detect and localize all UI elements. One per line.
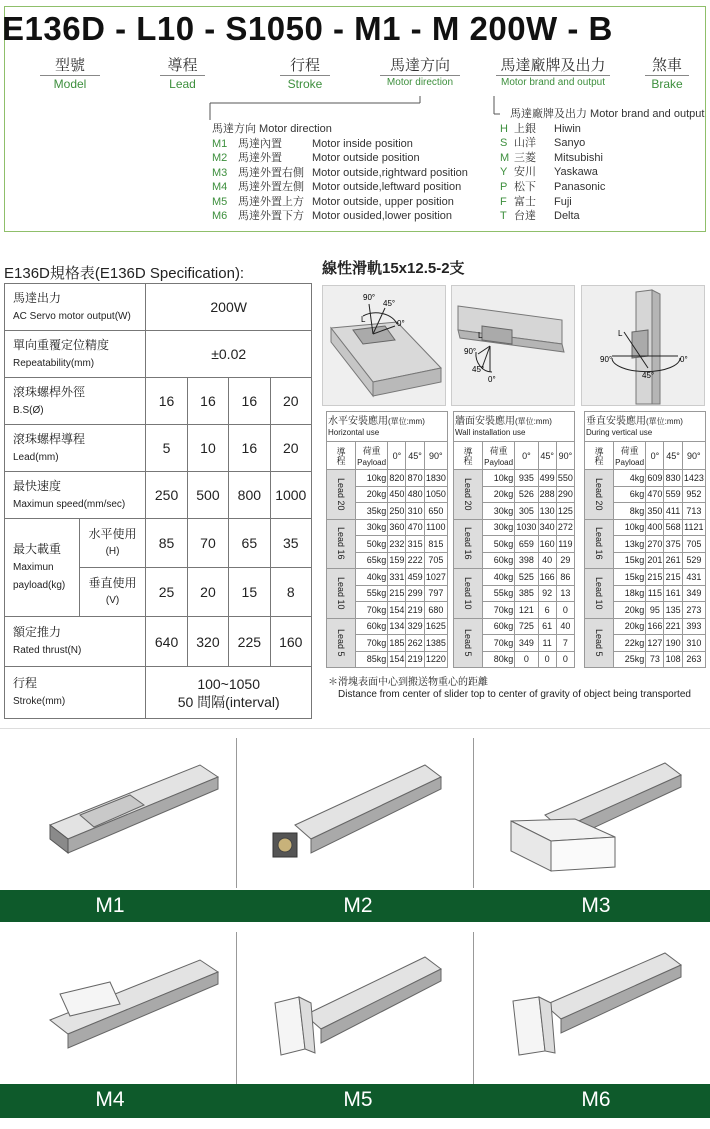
table-row: Lead 20 4kg 609 830 1423 [585, 470, 706, 487]
vertical-mount-diagram [581, 285, 705, 406]
payload-table-2: 垂直安裝應用(單位:mm) During vertical use 導程 荷重 Payload 0° 45° 90° Lead 20 4kg 609 830 1423 6kg 470 559 952 8kg 350 411 713 Lead 16 10kg 400 568 1121 13kg 270 375 705 15kg 201 261 529 Lead 10 15kg 215 215 431 18kg 115 161 349 20kg 95 135 273 Lead 5 20kg 166 221 393 22kg 127 190 310 25kg 73 108 263 [584, 411, 706, 668]
svg-text:L: L [361, 315, 366, 324]
spec-title: E136D規格表(E136D Specification): [4, 265, 245, 282]
svg-text:L: L [478, 331, 483, 340]
table-row: 85kg 154 219 1220 [327, 651, 448, 668]
m3-actuator-image [505, 755, 685, 875]
table-row: 55kg 385 92 13 [454, 585, 575, 602]
distance-note: ＊滑塊表面中心到搬送物重心的距離 Distance from center of slider top to center of gravity of object being transported [328, 677, 691, 700]
table-row: 22kg 127 190 310 [585, 635, 706, 652]
model-label-band [0, 890, 710, 922]
motor-direction-item: M4 馬達外置左側 Motor outside,leftward position [212, 181, 462, 193]
model-label-m5: M5 [343, 1088, 373, 1111]
table-row: Lead 10 15kg 215 215 431 [585, 569, 706, 586]
spec-row-stroke: 行程 Stroke(mm) 100~1050 50 間隔(interval) [5, 667, 312, 719]
segment-stroke: 行程 Stroke [280, 54, 330, 91]
table-row: 13kg 270 375 705 [585, 536, 706, 553]
segment-motor-direction: 馬達方向 Motor direction [380, 54, 460, 88]
motor-direction-item: M5 馬達外置上方 Motor outside, upper position [212, 195, 454, 208]
table-row: 50kg 659 160 119 [454, 536, 575, 553]
spec-row-motor: 馬達出力 AC Servo motor output(W) 200W [5, 284, 312, 331]
motor-brand-list [498, 107, 704, 224]
spec-row-thrust: 額定推力 Rated thrust(N) 640 320 225 160 [5, 617, 312, 667]
rail-title: 線性滑軌15x12.5-2支 [322, 260, 465, 277]
divider [473, 738, 474, 888]
segment-model: 型號 Model [40, 54, 100, 91]
segment-brake: 煞車 Brake [645, 54, 689, 91]
payload-table-0: 水平安裝應用(單位:mm) Horizontal use 導程 荷重 Payload 0° 45° 90° Lead 20 10kg 820 870 1830 20kg 450 480 1050 35kg 250 310 650 Lead 16 30kg 360 470 1100 50kg 232 315 815 65kg 159 222 705 Lead 10 40kg 331 459 1027 55kg 215 299 797 70kg 154 219 680 Lead 5 60kg 134 329 1625 70kg 185 262 1385 85kg 154 219 1220 [326, 411, 448, 668]
table-row: 80kg 0 0 0 [454, 651, 575, 668]
motor-brand-item: T 台達 Delta [500, 210, 580, 223]
segment-lead: 導程 Lead [160, 54, 205, 91]
wall-mount-diagram [451, 285, 575, 406]
model-label-band [0, 1084, 710, 1118]
spec-row-speed: 最快速度 Maximun speed(mm/sec) 250 500 800 1000 [5, 472, 312, 519]
table-row: Lead 5 60kg 725 61 40 [454, 618, 575, 635]
table-row: 18kg 115 161 349 [585, 585, 706, 602]
svg-text:0°: 0° [680, 355, 688, 364]
table-row: 30kg 305 130 125 [454, 503, 575, 520]
divider [236, 738, 237, 888]
table-row: 70kg 121 6 0 [454, 602, 575, 619]
svg-text:90°: 90° [363, 293, 376, 302]
spec-row-repeatability: 單向重覆定位精度 Repeatability(mm) ±0.02 [5, 331, 312, 378]
divider [473, 932, 474, 1084]
m4-actuator-image [40, 950, 220, 1060]
spec-row-payload-h: 最大載重 Maximun payload(kg) 水平使用 (H) 85 70 65 35 [5, 519, 312, 568]
motor-brand-item: S 山洋 Sanyo [500, 137, 586, 150]
svg-text:L: L [618, 329, 623, 338]
svg-text:45°: 45° [472, 365, 485, 374]
m5-actuator-image [265, 945, 445, 1065]
table-row: 70kg 154 219 680 [327, 602, 448, 619]
table-row: 25kg 73 108 263 [585, 651, 706, 668]
motor-brand-item: Y 安川 Yaskawa [500, 166, 598, 179]
svg-text:0°: 0° [488, 375, 496, 384]
table-row: 70kg 349 11 7 [454, 635, 575, 652]
table-row: 15kg 201 261 529 [585, 552, 706, 569]
motor-direction-title: 馬達方向 Motor direction [212, 123, 332, 135]
motor-brand-item: F 富士 Fuji [500, 195, 572, 208]
model-label-m1: M1 [95, 894, 125, 917]
spec-row-payload-v: 垂直使用 (V) 25 20 15 8 [5, 568, 312, 617]
table-row: Lead 5 20kg 166 221 393 [585, 618, 706, 635]
table-row: 20kg 95 135 273 [585, 602, 706, 619]
divider [0, 728, 710, 729]
table-row: 65kg 159 222 705 [327, 552, 448, 569]
table-row: 20kg 526 288 290 [454, 486, 575, 503]
horizontal-mount-diagram [322, 285, 446, 406]
model-label-m2: M2 [343, 894, 373, 917]
svg-text:90°: 90° [600, 355, 613, 364]
spec-row-lead: 滾珠螺桿導程 Lead(mm) 5 10 16 20 [5, 425, 312, 472]
table-row: Lead 16 30kg 1030 340 272 [454, 519, 575, 536]
table-row: 20kg 450 480 1050 [327, 486, 448, 503]
table-row: 35kg 250 310 650 [327, 503, 448, 520]
motor-brand-item: H 上銀 Hiwin [500, 122, 581, 135]
model-label-m4: M4 [95, 1088, 125, 1111]
table-row: Lead 16 30kg 360 470 1100 [327, 519, 448, 536]
model-code: E136D - L10 - S1050 - M1 - M 200W - B [2, 10, 613, 47]
spec-table [4, 283, 312, 719]
motor-brand-item: M 三菱 Mitsubishi [500, 151, 603, 164]
table-row: 60kg 398 40 29 [454, 552, 575, 569]
svg-text:0°: 0° [397, 319, 405, 328]
spec-row-bs: 滾珠螺桿外徑 B.S(Ø) 16 16 16 20 [5, 378, 312, 425]
table-row: Lead 20 10kg 935 499 550 [454, 470, 575, 487]
motor-brand-item: P 松下 Panasonic [500, 180, 606, 193]
table-row: Lead 10 40kg 331 459 1027 [327, 569, 448, 586]
table-row: Lead 10 40kg 525 166 86 [454, 569, 575, 586]
model-label-m6: M6 [581, 1088, 611, 1111]
table-row: 50kg 232 315 815 [327, 536, 448, 553]
payload-table-1: 牆面安裝應用(單位:mm) Wall installation use 導程 荷重 Payload 0° 45° 90° Lead 20 10kg 935 499 550 20kg 526 288 290 30kg 305 130 125 Lead 16 30kg 1030 340 272 50kg 659 160 119 60kg 398 40 29 Lead 10 40kg 525 166 86 55kg 385 92 13 70kg 121 6 0 Lead 5 60kg 725 61 40 70kg 349 11 7 80kg 0 0 0 [453, 411, 575, 668]
motor-direction-list [212, 122, 468, 224]
table-row: Lead 16 10kg 400 568 1121 [585, 519, 706, 536]
table-row: Lead 20 10kg 820 870 1830 [327, 470, 448, 487]
motor-direction-item: M2 馬達外置 Motor outside position [212, 152, 420, 164]
segment-motor-brand: 馬達廠牌及出力 Motor brand and output [496, 54, 610, 88]
model-label-m3: M3 [581, 894, 611, 917]
divider [236, 932, 237, 1084]
motor-brand-title: 馬達廠牌及出力 Motor brand and output [510, 108, 705, 120]
table-row: 8kg 350 411 713 [585, 503, 706, 520]
table-row: 70kg 185 262 1385 [327, 635, 448, 652]
m6-actuator-image [505, 945, 685, 1065]
m2-actuator-image [265, 755, 445, 865]
motor-direction-item: M3 馬達外置右側 Motor outside,rightward position [212, 166, 468, 179]
motor-direction-item: M1 馬達內置 Motor inside position [212, 137, 413, 150]
motor-direction-item: M6 馬達外置下方 Motor ousided,lower position [212, 210, 453, 222]
m1-actuator-image [40, 755, 220, 855]
svg-text:90°: 90° [464, 347, 477, 356]
svg-text:45°: 45° [383, 299, 396, 308]
svg-text:45°: 45° [642, 371, 655, 380]
table-row: Lead 5 60kg 134 329 1625 [327, 618, 448, 635]
table-row: 6kg 470 559 952 [585, 486, 706, 503]
table-row: 55kg 215 299 797 [327, 585, 448, 602]
